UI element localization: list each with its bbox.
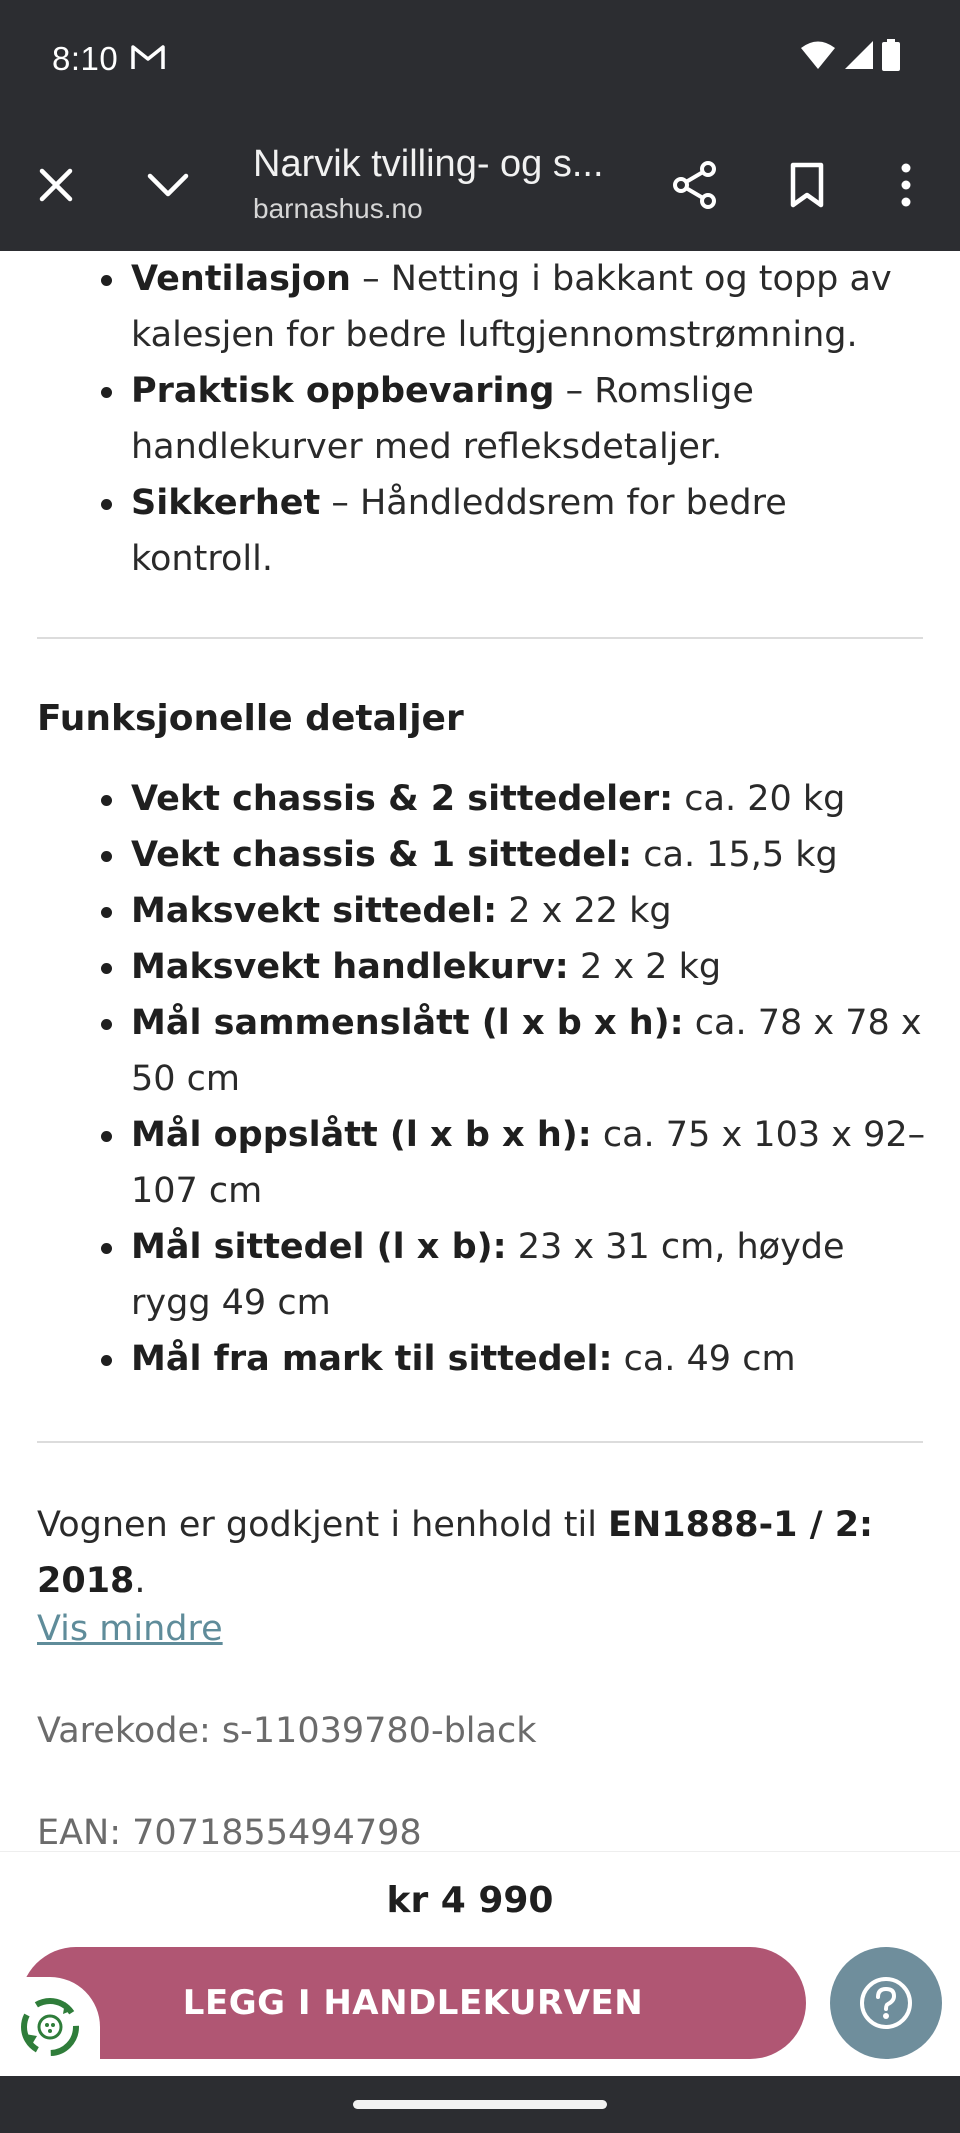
list-item: Mål sittedel (l x b): 23 x 31 cm, høyde rygg 49 cm xyxy=(0,1219,960,1331)
list-item: Mål fra mark til sittedel: ca. 49 cm xyxy=(0,1331,960,1387)
bookmark-icon[interactable] xyxy=(775,153,839,217)
list-item: Maksvekt handlekurv: 2 x 2 kg xyxy=(0,939,960,995)
list-item: Mål oppslått (l x b x h): ca. 75 x 103 x 92–107 cm xyxy=(0,1107,960,1219)
share-icon[interactable] xyxy=(663,153,727,217)
list-item: Mål sammenslått (l x b x h): ca. 78 x 78 x 50 cm xyxy=(0,995,960,1107)
help-button[interactable] xyxy=(830,1947,942,2059)
recycle-icon xyxy=(17,1994,83,2060)
show-less-link[interactable]: Vis mindre xyxy=(37,1609,223,1649)
chevron-down-icon[interactable] xyxy=(136,153,200,217)
sticky-cart-bar xyxy=(0,1851,960,2076)
approval-text: Vognen er godkjent i henhold til EN1888-1 / 2: 2018. xyxy=(37,1505,874,1601)
gmail-icon xyxy=(130,42,166,72)
list-item: Vekt chassis & 1 sittedel: ca. 15,5 kg xyxy=(0,827,960,883)
list-item: Sikkerhet – Håndleddsrem for bedre kontroll. xyxy=(0,475,960,587)
close-icon[interactable] xyxy=(24,153,88,217)
page-title-block[interactable] xyxy=(253,140,613,225)
section-title: Funksjonelle detaljer xyxy=(37,698,464,739)
divider xyxy=(37,637,923,639)
list-item: Maksvekt sittedel: 2 x 22 kg xyxy=(0,883,960,939)
add-to-cart-button[interactable]: LEGG I HANDLEKURVEN xyxy=(20,1947,806,2059)
list-item: Vekt chassis & 2 sittedeler: ca. 20 kg xyxy=(0,771,960,827)
product-sku: Varekode: s-11039780-black xyxy=(37,1711,537,1751)
more-vert-icon[interactable] xyxy=(874,153,938,217)
eco-badge[interactable] xyxy=(0,1977,100,2077)
product-description xyxy=(0,251,960,1851)
page-title: Narvik tvilling- og s... xyxy=(253,143,604,185)
wifi-icon xyxy=(800,40,836,74)
divider xyxy=(37,1441,923,1443)
product-ean: EAN: 7071855494798 xyxy=(37,1813,422,1851)
status-icons xyxy=(800,40,900,74)
status-time: 8:10 xyxy=(52,40,119,77)
battery-icon xyxy=(882,39,900,75)
details-list xyxy=(0,771,960,1387)
home-gesture-handle[interactable] xyxy=(353,2100,607,2109)
system-nav-bar xyxy=(0,2076,960,2133)
signal-icon xyxy=(844,40,874,74)
help-icon xyxy=(858,1975,914,2031)
custom-tab-toolbar xyxy=(0,118,960,251)
status-bar xyxy=(0,0,960,118)
feature-list xyxy=(0,251,960,587)
list-item: Praktisk oppbevaring – Romslige handlekurver med refleksdetaljer. xyxy=(0,363,960,475)
list-item: Ventilasjon – Netting i bakkant og topp av kalesjen for bedre luftgjennomstrømning. xyxy=(0,251,960,363)
page-url: barnashus.no xyxy=(253,193,423,225)
product-price: kr 4 990 xyxy=(386,1880,554,1921)
